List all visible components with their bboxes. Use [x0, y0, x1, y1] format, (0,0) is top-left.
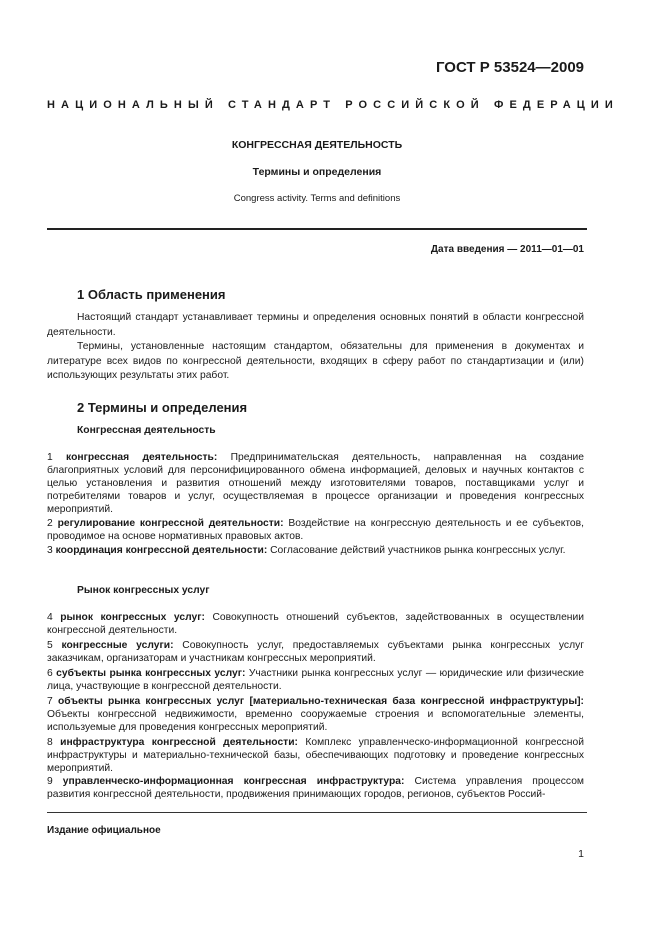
term-number: 5 [47, 640, 53, 651]
term-number: 3 [47, 545, 53, 556]
term-entry-4 [47, 611, 584, 637]
term-entry-7 [47, 695, 584, 734]
term-name: управленческо-информационная конгрессная инфраструктура: [62, 776, 405, 787]
term-definition: Комплекс управленческо-информационной конгрессной инфраструктуры и материально-технической базы, обеспечивающих подготовку и проведение конгрессных мероприятий. [47, 737, 584, 774]
term-definition: Участники рынка конгрессных услуг — юридические или физические лица, участвующие в конгрессной деятельности. [47, 668, 584, 692]
term-entry-1 [47, 451, 584, 516]
header-divider [47, 228, 587, 230]
term-name: конгрессные услуги: [61, 640, 174, 651]
term-number: 9 [47, 776, 53, 787]
term-number: 7 [47, 696, 53, 707]
group-heading-congress-activity: Конгрессная деятельность [77, 425, 216, 436]
term-number: 2 [47, 518, 53, 529]
page-number: 1 [578, 848, 584, 860]
term-entry-3 [47, 544, 584, 557]
term-definition: Объекты конгрессной недвижимости, временно сооружаемые строения и вспомогательные элементы, используемые для проведения конгрессных мероприятий. [47, 709, 584, 733]
section-1-paragraph-2: Термины, установленные настоящим стандартом, обязательны для применения в документах и литературе всех видов по конгрессной деятельности, входящих в сферу работ по стандартизации и (или) использующих результаты этих работ. [47, 341, 584, 381]
term-entry-8 [47, 736, 584, 775]
section-1-heading: 1 Область применения [77, 287, 226, 302]
term-name: инфраструктура конгрессной деятельности: [60, 737, 298, 748]
term-name: субъекты рынка конгрессных услуг: [56, 668, 246, 679]
term-entry-5 [47, 639, 584, 665]
term-name: регулирование конгрессной деятельности: [57, 518, 284, 529]
term-name: координация конгрессной деятельности: [55, 545, 268, 556]
introduction-date: Дата введения — 2011—01—01 [430, 244, 584, 255]
term-definition: Совокупность услуг, предоставляемых субъектами рынка конгрессных услуг заказчикам, организаторам и участникам конгрессных мероприятий. [47, 640, 584, 664]
section-1-paragraph-1: Настоящий стандарт устанавливает термины и определения основных понятий в области конгрессной деятельности. [47, 312, 584, 338]
english-title: Congress activity. Terms and definitions [233, 193, 401, 204]
national-standard-banner: НАЦИОНАЛЬНЫЙ СТАНДАРТ РОССИЙСКОЙ ФЕДЕРАЦИИ [47, 99, 619, 111]
official-publication-label: Издание официальное [47, 825, 161, 836]
document-subtitle: Термины и определения [252, 166, 382, 178]
footer-divider [47, 812, 587, 813]
term-definition: Совокупность отношений субъектов, задействованных в осуществлении конгрессной деятельности. [47, 612, 584, 636]
term-entry-2 [47, 517, 584, 543]
term-entry-9 [47, 775, 584, 801]
term-number: 1 [47, 452, 53, 463]
term-number: 6 [47, 668, 53, 679]
standard-code: ГОСТ Р 53524—2009 [435, 59, 584, 76]
term-number: 8 [47, 737, 53, 748]
term-name: объекты рынка конгрессных услуг [материально-техническая база конгрессной инфраструктуры]: [58, 696, 584, 707]
term-definition: Система управления процессом развития конгрессной деятельности, продвижения принимающих городов, регионов, субъектов Россий- [47, 776, 584, 800]
term-entry-6 [47, 667, 584, 693]
document-title: КОНГРЕССНАЯ ДЕЯТЕЛЬНОСТЬ [231, 139, 403, 151]
section-2-heading: 2 Термины и определения [77, 400, 248, 415]
term-definition: Воздействие на конгрессную деятельность и ее субъектов, проводимое на основе нормативных правовых актов. [47, 518, 584, 542]
term-definition: Предпринимательская деятельность, направленная на создание благоприятных условий для персонифицированного обмена информацией, деловых и научных контактов с целью установления и развития отношений между изготовителями товаров, поставщиками услуг и потребителями товаров и услуг, осуществляемая в процессе организации и проведения конгрессных мероприятий. [47, 452, 584, 515]
term-number: 4 [47, 612, 53, 623]
term-name: конгрессная деятельность: [66, 452, 218, 463]
group-heading-market: Рынок конгрессных услуг [77, 585, 210, 596]
term-definition: Согласование действий участников рынка конгрессных услуг. [270, 545, 566, 556]
term-name: рынок конгрессных услуг: [60, 612, 205, 623]
